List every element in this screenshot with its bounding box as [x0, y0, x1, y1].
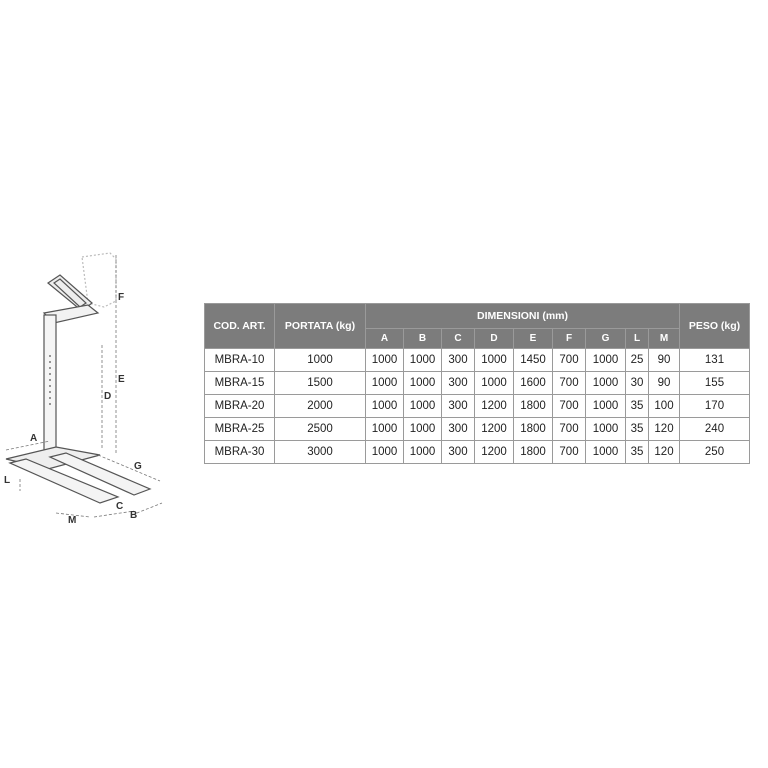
header-dimensions: DIMENSIONI (mm) [366, 304, 680, 329]
cell-capacity: 1000 [275, 349, 366, 372]
header-dim-l: L [626, 329, 649, 349]
header-dim-c: C [442, 329, 475, 349]
specification-table [204, 303, 750, 464]
cell-dim-g: 1000 [586, 395, 626, 418]
cell-dim-f: 700 [553, 418, 586, 441]
cell-dim-m: 90 [649, 372, 680, 395]
cell-dim-m: 100 [649, 395, 680, 418]
cell-dim-l: 35 [626, 418, 649, 441]
cell-dim-c: 300 [442, 349, 475, 372]
header-dim-f: F [553, 329, 586, 349]
label-B: B [130, 510, 138, 521]
cell-dim-l: 35 [626, 395, 649, 418]
cell-code: MBRA-10 [205, 349, 275, 372]
header-dim-a: A [366, 329, 404, 349]
cell-dim-m: 120 [649, 418, 680, 441]
cell-weight: 131 [680, 349, 750, 372]
cell-dim-l: 35 [626, 441, 649, 464]
dimension-lines [6, 255, 162, 517]
cell-dim-f: 700 [553, 395, 586, 418]
cell-weight: 240 [680, 418, 750, 441]
cell-dim-b: 1000 [404, 418, 442, 441]
table-row [205, 418, 750, 441]
label-C: C [116, 501, 124, 512]
label-F: F [118, 292, 125, 303]
cell-dim-e: 1800 [514, 441, 553, 464]
cell-code: MBRA-20 [205, 395, 275, 418]
cell-dim-g: 1000 [586, 349, 626, 372]
cell-dim-f: 700 [553, 372, 586, 395]
cell-dim-m: 90 [649, 349, 680, 372]
label-D: D [104, 391, 112, 402]
header-weight: PESO (kg) [680, 304, 750, 349]
cell-dim-f: 700 [553, 441, 586, 464]
cell-dim-c: 300 [442, 441, 475, 464]
header-dim-e: E [514, 329, 553, 349]
cell-dim-m: 120 [649, 441, 680, 464]
table-body [205, 349, 750, 464]
cell-dim-e: 1600 [514, 372, 553, 395]
cell-dim-l: 30 [626, 372, 649, 395]
cell-code: MBRA-30 [205, 441, 275, 464]
cell-dim-e: 1800 [514, 395, 553, 418]
cell-dim-d: 1000 [475, 372, 514, 395]
label-G: G [134, 461, 142, 472]
header-dim-d: D [475, 329, 514, 349]
table-row [205, 372, 750, 395]
cell-weight: 170 [680, 395, 750, 418]
cell-capacity: 1500 [275, 372, 366, 395]
cell-dim-d: 1200 [475, 441, 514, 464]
cell-code: MBRA-25 [205, 418, 275, 441]
cell-dim-b: 1000 [404, 349, 442, 372]
cell-dim-c: 300 [442, 395, 475, 418]
cell-dim-c: 300 [442, 372, 475, 395]
table-row [205, 395, 750, 418]
header-dim-b: B [404, 329, 442, 349]
label-E: E [118, 374, 125, 385]
cell-dim-d: 1200 [475, 418, 514, 441]
cell-capacity: 2500 [275, 418, 366, 441]
cell-dim-e: 1450 [514, 349, 553, 372]
cell-dim-b: 1000 [404, 395, 442, 418]
table-row [205, 441, 750, 464]
label-M: M [68, 515, 77, 526]
crane-fork-diagram [0, 245, 200, 535]
cell-dim-a: 1000 [366, 395, 404, 418]
cell-dim-d: 1000 [475, 349, 514, 372]
cell-dim-f: 700 [553, 349, 586, 372]
cell-dim-c: 300 [442, 418, 475, 441]
header-dim-g: G [586, 329, 626, 349]
cell-dim-l: 25 [626, 349, 649, 372]
label-A: A [30, 433, 38, 444]
header-dim-m: M [649, 329, 680, 349]
cell-dim-a: 1000 [366, 349, 404, 372]
cell-dim-g: 1000 [586, 418, 626, 441]
cell-dim-g: 1000 [586, 372, 626, 395]
cell-weight: 155 [680, 372, 750, 395]
cell-dim-a: 1000 [366, 418, 404, 441]
cell-dim-a: 1000 [366, 441, 404, 464]
cell-dim-e: 1800 [514, 418, 553, 441]
cell-code: MBRA-15 [205, 372, 275, 395]
label-L: L [4, 475, 11, 486]
header-capacity: PORTATA (kg) [275, 304, 366, 349]
cell-capacity: 2000 [275, 395, 366, 418]
cell-capacity: 3000 [275, 441, 366, 464]
cell-dim-b: 1000 [404, 372, 442, 395]
cell-dim-a: 1000 [366, 372, 404, 395]
fork-drawing [6, 253, 150, 503]
cell-weight: 250 [680, 441, 750, 464]
header-code: COD. ART. [205, 304, 275, 349]
cell-dim-d: 1200 [475, 395, 514, 418]
cell-dim-b: 1000 [404, 441, 442, 464]
table-row [205, 349, 750, 372]
cell-dim-g: 1000 [586, 441, 626, 464]
